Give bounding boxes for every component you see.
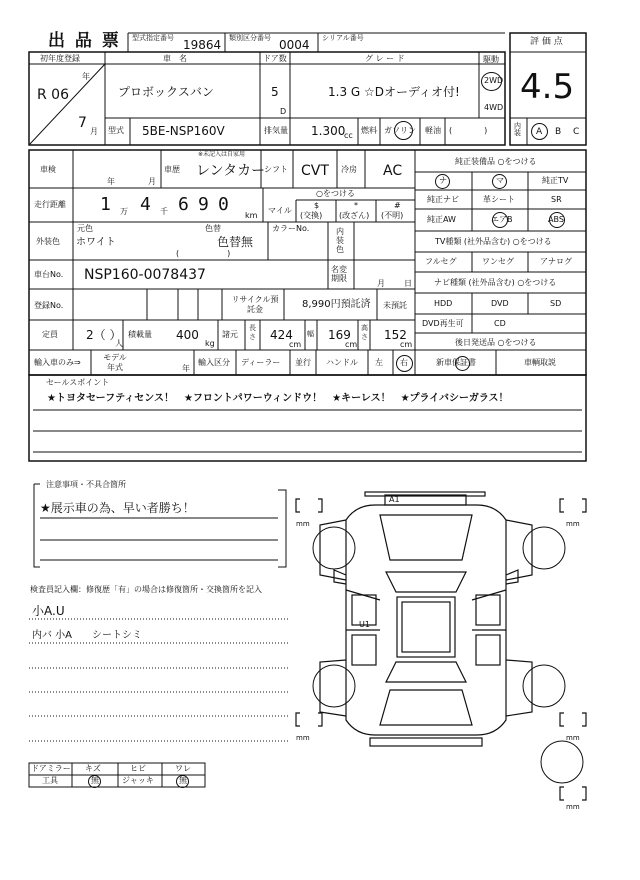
model-year-suffix: 年: [182, 364, 190, 373]
mileage-man: 万: [120, 207, 128, 216]
mileage-digit-1: 1: [100, 194, 111, 215]
mileage-digit-5: 0: [218, 194, 229, 215]
length-value: 424: [270, 328, 293, 342]
load-value: 400: [176, 328, 199, 342]
legend-tools-circle: [88, 775, 101, 788]
mile-label: マイル: [268, 206, 292, 215]
inspector-line-1: 小A.U: [32, 604, 65, 618]
mileage-sen: 千: [160, 207, 168, 216]
legend-jack-circle: [176, 775, 189, 788]
interior-a: A: [536, 127, 543, 137]
inspector-line-2: 内バ 小A シートシミ: [32, 630, 143, 641]
equip-tv: 純正TV: [542, 176, 569, 185]
interior-c: C: [573, 127, 580, 137]
equip-ma-circle: [492, 174, 507, 189]
handle-right: 右: [400, 358, 408, 367]
doors-sub: D: [280, 107, 287, 116]
legend-tools-value: 無: [91, 776, 99, 785]
capacity-unit: 人: [115, 339, 123, 348]
recycle-label: リサイクル預託金: [231, 295, 279, 314]
model-label: 型式: [108, 126, 124, 135]
navi-header: ナビ種類 (社外品含む) ○をつける: [434, 278, 557, 287]
form-title: 出 品 票: [48, 31, 121, 51]
damage-a1: A1: [389, 495, 400, 504]
original-color-label: 元色: [77, 224, 93, 233]
type-cert-value: 19864: [183, 38, 222, 52]
color-label: 外装色: [36, 237, 60, 246]
capacity-label: 定員: [42, 330, 58, 339]
navi-sd: SD: [550, 299, 562, 308]
fuel-other-paren: ( ): [449, 126, 488, 135]
reg-no-label: 登録No.: [34, 301, 64, 310]
class-value: 0004: [279, 38, 310, 52]
tamper-label: (改ざん): [339, 211, 370, 220]
tamper-sym: *: [354, 201, 358, 210]
mm-front-left: mm: [296, 520, 310, 528]
notes-label: 注意事項・不具合箇所: [46, 480, 126, 489]
equip-genuine-navi: 純正ナビ: [427, 195, 459, 204]
equip-sr: SR: [551, 195, 562, 204]
equip-leather-seat: 革シート: [483, 195, 515, 204]
tv-oneseg: ワンセグ: [482, 257, 514, 266]
legend-break: ワレ: [175, 764, 191, 773]
interior-label: 内装: [514, 122, 521, 137]
shift-value: CVT: [301, 163, 329, 179]
grade-label: グ レ ー ド: [365, 54, 405, 63]
tv-analog: アナログ: [540, 257, 572, 266]
history-note: ※未記入は自家用: [198, 151, 246, 158]
drive-2wd-circle: [481, 72, 502, 91]
score-label: 評 価 点: [530, 37, 563, 47]
inspection-month: 月: [148, 177, 156, 186]
displacement-value: 1.300: [311, 124, 346, 138]
later-warranty-circle: [455, 356, 470, 371]
first-reg-month: 7: [78, 115, 87, 131]
shift-label: シフト: [264, 165, 288, 174]
class-label: 類別区分番号: [229, 34, 271, 42]
mileage-digit-3: 6: [178, 194, 189, 215]
import-only-label: 輸入車のみ⇒: [34, 358, 81, 367]
legend-tools: 工具: [42, 776, 58, 785]
first-reg-year-suffix: 年: [82, 72, 90, 81]
later-header: 後日発送品 ○をつける: [455, 338, 537, 347]
ac-value: AC: [383, 163, 403, 179]
doors-value: 5: [271, 85, 279, 99]
sales-label: セールスポイント: [46, 378, 110, 387]
sales-text: ★トヨタセーフティセンス！ ★フロントパワーウィンドウ！ ★キーレス！ ★プライバシーガラス！: [47, 393, 509, 404]
mileage-digit-4: 9: [198, 194, 209, 215]
car-name-value: プロボックスバン: [118, 85, 214, 99]
interior-a-circle: [531, 123, 548, 140]
mm-rear-right: mm: [566, 734, 580, 742]
model-value: 5BE-NSP160V: [142, 124, 225, 138]
navi-cd: CD: [494, 319, 506, 328]
parallel-label: 並行: [295, 358, 311, 367]
inspector-label: 検査員記入欄：修復歴「有」の場合は修復箇所・交換箇所を記入: [30, 585, 262, 594]
displacement-unit: cc: [344, 131, 353, 140]
legend-scratch: キズ: [85, 764, 101, 773]
chassis-value: NSP160-0078437: [84, 267, 206, 283]
mm-spare: mm: [566, 803, 580, 811]
unknown-label: (不明): [381, 211, 404, 220]
capacity-value: 2（ ）: [86, 328, 122, 342]
equip-abs: ABS: [548, 215, 564, 224]
dealer-label: ディーラー: [241, 358, 281, 367]
fuel-diesel: 軽油: [425, 126, 441, 135]
navi-dvd: DVD: [491, 299, 509, 308]
width-label: 幅: [307, 330, 314, 338]
history-label: 車歴: [164, 165, 180, 174]
exchange-sym: $: [314, 201, 320, 210]
tv-fullseg: フルセグ: [425, 257, 457, 266]
legend-jack-value: 無: [179, 776, 187, 785]
recycle-value: 8,990円預託済: [302, 299, 371, 310]
width-unit: cm: [345, 340, 358, 349]
grade-value: 1.3 G ☆Dオーディオ付!: [328, 85, 460, 99]
drive-label: 駆動: [483, 55, 499, 64]
mileage-km: km: [245, 211, 258, 220]
interior-b: B: [555, 127, 562, 137]
doors-label: ドア数: [263, 54, 287, 63]
handle-label: ハンドル: [326, 358, 358, 367]
length-unit: cm: [289, 340, 302, 349]
mm-front-right: mm: [566, 520, 580, 528]
color-no-label: カラーNo.: [272, 224, 310, 233]
model-year-label: モデル年式: [103, 353, 127, 372]
displacement-label: 排気量: [264, 126, 288, 135]
width-value: 169: [328, 328, 351, 342]
mileage-attach-label: ○をつける: [316, 189, 355, 198]
fuel-gasoline-circle: [394, 121, 413, 140]
name-change-month: 月: [377, 279, 385, 288]
legend-jack: ジャッキ: [122, 776, 154, 785]
equip-airbag: エアB: [491, 215, 513, 224]
color-change-label: 色替: [205, 224, 221, 233]
inspection-year: 年: [107, 177, 115, 186]
equip-ma-mark: マ: [496, 176, 504, 185]
equip-abs-circle: [549, 212, 565, 228]
fuel-label: 燃料: [361, 126, 377, 135]
dims-label: 諸元: [222, 330, 238, 339]
equipment-header: 純正装備品 ○をつける: [455, 157, 537, 166]
name-change-label: 名変期限: [331, 265, 347, 283]
handle-left: 左: [375, 358, 383, 367]
mm-rear-left: mm: [296, 734, 310, 742]
import-type-label: 輸入区分: [198, 358, 230, 367]
handle-right-circle: [396, 355, 413, 372]
first-reg-label: 初年度登録: [40, 54, 80, 63]
notes-text: ★展示車の為、早い者勝ち！: [40, 501, 195, 515]
color-change-value: 色替無: [217, 235, 254, 249]
mileage-digit-2: 4: [140, 194, 151, 215]
load-label: 積載量: [128, 330, 152, 339]
later-manual: 車輌取説: [524, 358, 556, 367]
height-label: 高さ: [361, 324, 368, 341]
mileage-label: 走行距離: [34, 200, 66, 209]
height-unit: cm: [400, 340, 413, 349]
damage-u1: U1: [359, 620, 370, 629]
equip-navi-circle: [435, 174, 450, 189]
later-warranty: 新車保証書: [436, 358, 476, 367]
original-color-value: ホワイト: [76, 237, 116, 248]
equip-airbag-circle: [492, 212, 508, 228]
first-reg-month-suffix: 月: [90, 127, 98, 136]
drive-4wd: 4WD: [484, 103, 504, 112]
fuel-gasoline: ガソリン: [384, 126, 416, 135]
legend-door-mirror: ドアミラー: [31, 764, 71, 773]
exchange-label: (交換): [300, 211, 323, 220]
legend-crack: ヒビ: [130, 764, 146, 773]
score-value: 4.5: [520, 67, 575, 107]
equip-genuine-aw: 純正AW: [427, 215, 456, 224]
recycle-status: 未預託: [383, 301, 407, 310]
color-paren: ( ): [176, 249, 231, 258]
length-label: 長さ: [249, 324, 256, 341]
type-cert-label: 型式指定番号: [132, 34, 174, 42]
serial-label: シリアル番号: [322, 34, 364, 42]
chassis-label: 車台No.: [34, 270, 64, 279]
name-change-day: 日: [404, 279, 412, 288]
car-name-label: 車 名: [163, 54, 187, 63]
height-value: 152: [384, 328, 407, 342]
load-unit: kg: [205, 339, 215, 348]
equip-navi-mark: ナ: [439, 176, 447, 185]
first-reg-era-year: R 06: [37, 87, 69, 103]
tv-header: TV種類 (社外品含む) ○をつける: [435, 237, 552, 246]
drive-2wd: 2WD: [484, 76, 504, 85]
ac-label: 冷房: [341, 165, 357, 174]
navi-dvd-play: DVD再生可: [422, 319, 464, 328]
unknown-sym: #: [394, 201, 401, 210]
history-value: レンタカー: [196, 163, 266, 179]
navi-hdd: HDD: [434, 299, 453, 308]
inspection-label: 車検: [40, 165, 56, 174]
interior-color-label: 内装色: [336, 227, 344, 254]
